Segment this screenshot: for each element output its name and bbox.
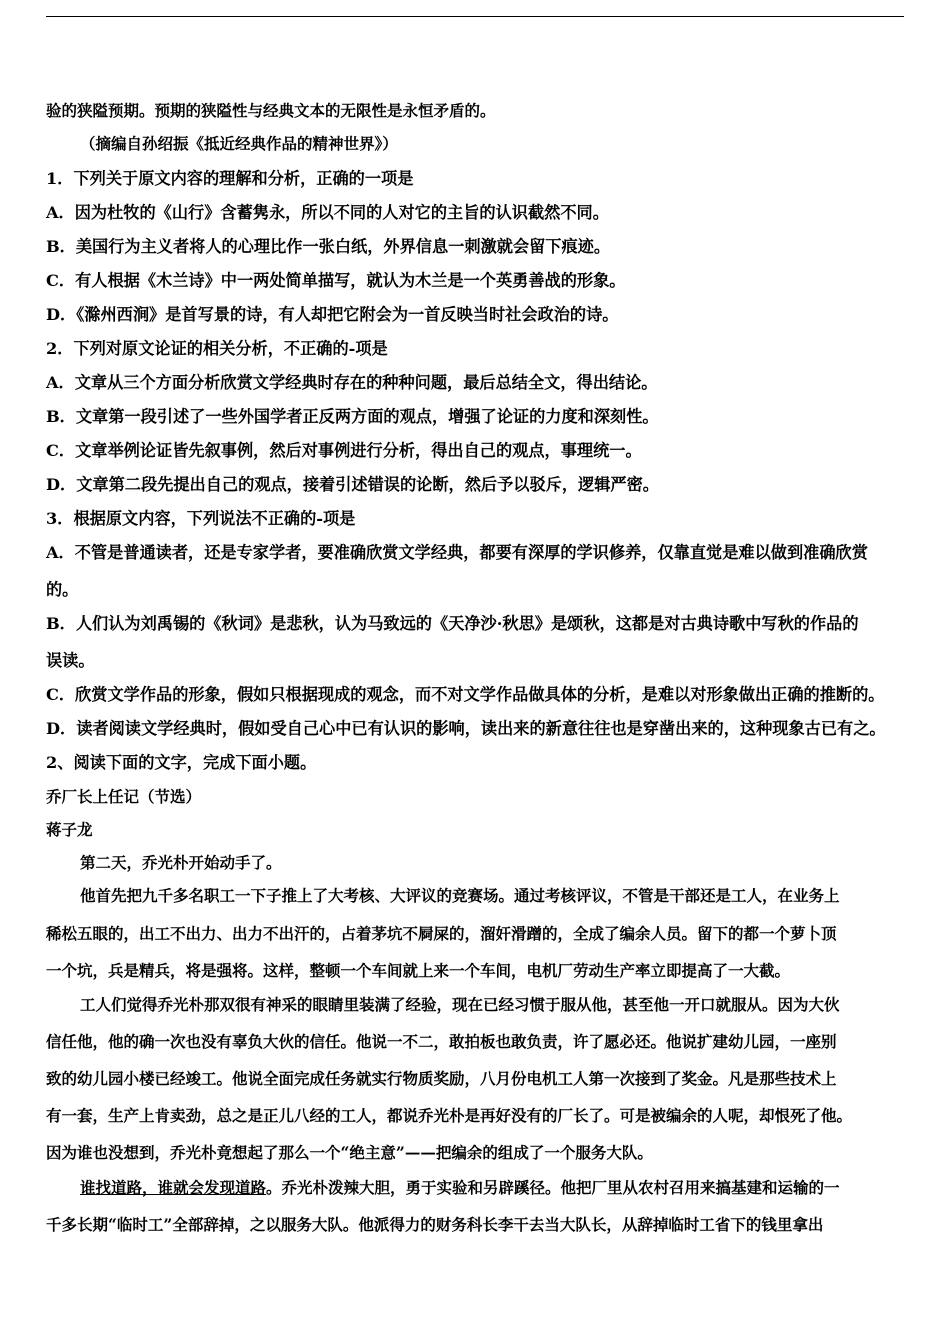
question-1-stem: 1．下列关于原文内容的理解和分析，正确的一项是 bbox=[46, 169, 414, 188]
question-3-option-b: B．人们认为刘禹锡的《秋词》是悲秋，认为马致远的《天净沙·秋思》是颂秋，这都是对古典诗歌中写秋的作品的 bbox=[46, 614, 859, 633]
reading-section-instruction: 2、阅读下面的文字，完成下面小题。 bbox=[46, 753, 317, 772]
question-2-option-c: C．文章举例论证皆先叙事例，然后对事例进行分析，得出自己的观点，事理统一。 bbox=[46, 441, 642, 460]
story-paragraph-3-line-4: 有一套，生产上肯卖劲，总之是正儿八经的工人，都说乔光朴是再好没有的厂长了。可是被编余的人呢，却恨死了他。 bbox=[46, 1106, 853, 1125]
question-1-option-b: B．美国行为主义者将人的心理比作一张白纸，外界信息一刺激就会留下痕迹。 bbox=[46, 237, 611, 256]
story-paragraph-4-text: 。乔光朴泼辣大胆，勇于实验和另辟蹊径。他把厂里从农村召用来搞基建和运输的一 bbox=[266, 1178, 840, 1197]
story-paragraph-3-line-1: 工人们觉得乔光朴那双很有神采的眼睛里装满了经验，现在已经习惯于服从他，甚至他一开口就服从。因为大伙 bbox=[80, 995, 840, 1014]
underlined-phrase: 谁找道路，谁就会发现道路 bbox=[80, 1178, 267, 1197]
question-3-option-d: D．读者阅读文学经典时，假如受自己心中已有认识的影响，读出来的新意往往也是穿凿出来的，这种现象古已有之。 bbox=[46, 719, 886, 738]
source-citation: （摘编自孙绍振《抵近经典作品的精神世界》） bbox=[80, 134, 398, 153]
header-rule bbox=[46, 16, 904, 17]
question-1-option-a: A．因为杜牧的《山行》含蓄隽永，所以不同的人对它的主旨的认识截然不同。 bbox=[46, 203, 609, 222]
story-paragraph-2-line-2: 稀松五眼的，出工不出力、出力不出汗的，占着茅坑不屙屎的，溜奸滑蹭的，全成了编余人员。留下的都一个萝卜顶 bbox=[46, 924, 837, 943]
story-paragraph-4-line-1 bbox=[80, 1180, 840, 1196]
question-3-option-b-cont: 误读。 bbox=[46, 651, 95, 670]
question-3-option-c: C．欣赏文学作品的形象，假如只根据现成的观念，而不对文学作品做具体的分析，是难以对形象做出正确的推断的。 bbox=[46, 685, 885, 704]
question-1-option-c: C．有人根据《木兰诗》中一两处简单描写，就认为木兰是一个英勇善战的形象。 bbox=[46, 271, 626, 290]
story-paragraph-3-line-5: 因为谁也没想到，乔光朴竟想起了那么一个“绝主意”——把编余的组成了一个服务大队。 bbox=[46, 1143, 653, 1162]
story-paragraph-2-line-3: 一个坑，兵是精兵，将是强将。这样，整顿一个车间就上来一个车间，电机厂劳动生产率立即提高了一大截。 bbox=[46, 961, 791, 980]
question-3-option-a: A．不管是普通读者，还是专家学者，要准确欣赏文学经典，都要有深厚的学识修养，仅靠直觉是难以做到准确欣赏 bbox=[46, 543, 868, 562]
story-paragraph-4-line-2: 千多长期“临时工”全部辞掉，之以服务大队。他派得力的财务科长李干去当大队长，从辞掉临时工省下的钱里拿出 bbox=[46, 1215, 824, 1234]
story-paragraph-3-line-3: 致的幼儿园小楼已经竣工。他说全面完成任务就实行物质奖励，八月份电机工人第一次接到了奖金。凡是那些技术上 bbox=[46, 1069, 837, 1088]
question-1-option-d: D．《滁州西涧》是首写景的诗，有人却把它附会为一首反映当时社会政治的诗。 bbox=[46, 305, 619, 324]
story-paragraph-2-line-1: 他首先把九千多名职工一下子推上了大考核、大评议的竞赛场。通过考核评议，不管是干部还是工人，在业务上 bbox=[80, 886, 840, 905]
story-title: 乔厂长上任记（节选） bbox=[46, 787, 202, 806]
story-author: 蒋子龙 bbox=[46, 820, 93, 839]
question-3-option-a-cont: 的。 bbox=[46, 580, 79, 599]
question-3-stem: 3．根据原文内容，下列说法不正确的-项是 bbox=[46, 509, 356, 528]
question-2-option-d: D．文章第二段先提出自己的观点，接着引述错误的论断，然后予以驳斥，逻辑严密。 bbox=[46, 475, 659, 494]
passage-end-line: 验的狭隘预期。预期的狭隘性与经典文本的无限性是永恒矛盾的。 bbox=[46, 101, 496, 120]
story-paragraph-1: 第二天，乔光朴开始动手了。 bbox=[80, 853, 282, 872]
question-2-option-b: B．文章第一段引述了一些外国学者正反两方面的观点，增强了论证的力度和深刻性。 bbox=[46, 407, 659, 426]
story-paragraph-3-line-2: 信任他，他的确一次也没有辜负大伙的信任。他说一不二，敢拍板也敢负责，许了愿必还。他说扩建幼儿园，一座别 bbox=[46, 1032, 837, 1051]
question-2-stem: 2．下列对原文论证的相关分析，不正确的-项是 bbox=[46, 339, 388, 358]
question-2-option-a: A．文章从三个方面分析欣赏文学经典时存在的种种问题，最后总结全文，得出结论。 bbox=[46, 373, 658, 392]
